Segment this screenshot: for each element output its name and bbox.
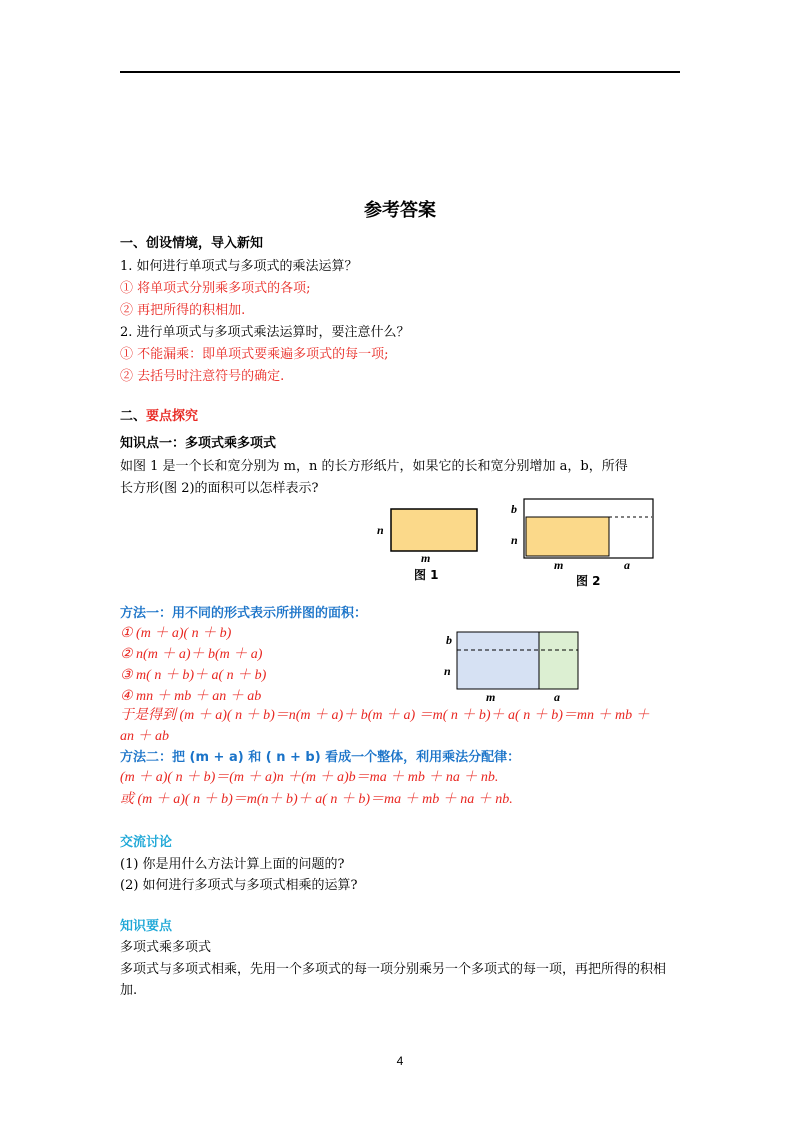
discussion-heading: 交流讨论 bbox=[120, 835, 173, 850]
key-points-subtitle: 多项式乘多项式 bbox=[120, 940, 212, 955]
section1-heading: 一、创设情境，导入新知 bbox=[120, 236, 264, 251]
answer-1-2: ② 再把所得的积相加. bbox=[120, 303, 246, 318]
method2-line-1: (m ＋ a)( n ＋ b)＝(m ＋ a)n ＋(m ＋ a)b＝ma ＋ mb ＋ na ＋ nb. bbox=[120, 770, 499, 785]
fig2-label-m: m bbox=[554, 558, 564, 572]
question-1: 1. 如何进行单项式与多项式的乘法运算？ bbox=[120, 259, 358, 274]
section2-heading bbox=[120, 407, 198, 427]
method2-heading: 方法二：把 (m + a) 和 ( n + b) 看成一个整体，利用乘法分配律： bbox=[120, 750, 521, 765]
section2-heading-prefix: 二、 bbox=[120, 409, 147, 424]
section2-heading-main: 要点探究 bbox=[146, 409, 199, 424]
key-points-heading: 知识要点 bbox=[120, 919, 173, 934]
method1-item-3: ③ m( n ＋ b)＋ a( n ＋ b) bbox=[120, 668, 267, 683]
method1-item-2: ② n(m ＋ a)＋ b(m ＋ a) bbox=[120, 647, 263, 662]
answer-1-1: ① 将单项式分别乘多项式的各项; bbox=[120, 281, 311, 296]
fig1-label-n: n bbox=[377, 523, 384, 537]
answer-2-2: ② 去括号时注意符号的确定. bbox=[120, 369, 285, 384]
key-points-text: 多项式与多项式相乘，先用一个多项式的每一项分别乘另一个多项式的每一项，再把所得的积相加. bbox=[120, 962, 667, 998]
method2-line-2: 或 (m ＋ a)( n ＋ b)＝m(n＋ b)＋ a( n ＋ b)＝ma ＋ mb ＋ na ＋ nb. bbox=[120, 792, 513, 807]
method1-conclusion-2: an ＋ ab bbox=[120, 729, 169, 744]
intro-line-1: 如图 1 是一个长和宽分别为 m，n 的长方形纸片，如果它的长和宽分别增加 a，b，所得 bbox=[120, 459, 628, 474]
page-number: 4 bbox=[396, 1054, 404, 1068]
question-2: 2. 进行单项式与多项式乘法运算时，要注意什么？ bbox=[120, 325, 410, 340]
fig2-label-b: b bbox=[511, 502, 517, 516]
figure-2-rect bbox=[523, 498, 654, 559]
fig1-label-m: m bbox=[421, 551, 431, 565]
knowledge-point-1: 知识点一：多项式乘多项式 bbox=[120, 436, 277, 451]
fig3-label-a: a bbox=[554, 690, 560, 704]
fig2-label-n: n bbox=[511, 533, 518, 547]
fig2-caption: 图 2 bbox=[576, 574, 601, 588]
fig1-caption: 图 1 bbox=[414, 568, 439, 582]
fig3-label-m: m bbox=[486, 690, 496, 704]
method1-heading: 方法一：用不同的形式表示所拼图的面积： bbox=[120, 606, 368, 621]
figure-1-rect bbox=[390, 508, 478, 552]
intro-line-2: 长方形(图 2)的面积可以怎样表示? bbox=[120, 481, 319, 496]
fig3-label-b: b bbox=[446, 633, 452, 647]
discussion-q1: (1) 你是用什么方法计算上面的问题的? bbox=[120, 857, 345, 872]
fig3-label-n: n bbox=[444, 664, 451, 678]
answer-2-1: ① 不能漏乘：即单项式要乘遍多项式的每一项; bbox=[120, 347, 389, 362]
method1-conclusion-1: 于是得到 (m ＋ a)( n ＋ b)＝n(m ＋ a)＋ b(m ＋ a) ＝m( n ＋ b)＋ a( n ＋ b)＝mn ＋ mb ＋ bbox=[120, 708, 650, 723]
page-title: 参考答案 bbox=[364, 200, 436, 221]
header-rule bbox=[120, 71, 680, 73]
figure-3-rect bbox=[456, 631, 579, 690]
discussion-q2: (2) 如何进行多项式与多项式相乘的运算? bbox=[120, 878, 358, 893]
method1-item-4: ④ mn ＋ mb ＋ an ＋ ab bbox=[120, 689, 262, 704]
method1-item-1: ① (m ＋ a)( n ＋ b) bbox=[120, 626, 232, 641]
fig2-label-a: a bbox=[624, 558, 630, 572]
